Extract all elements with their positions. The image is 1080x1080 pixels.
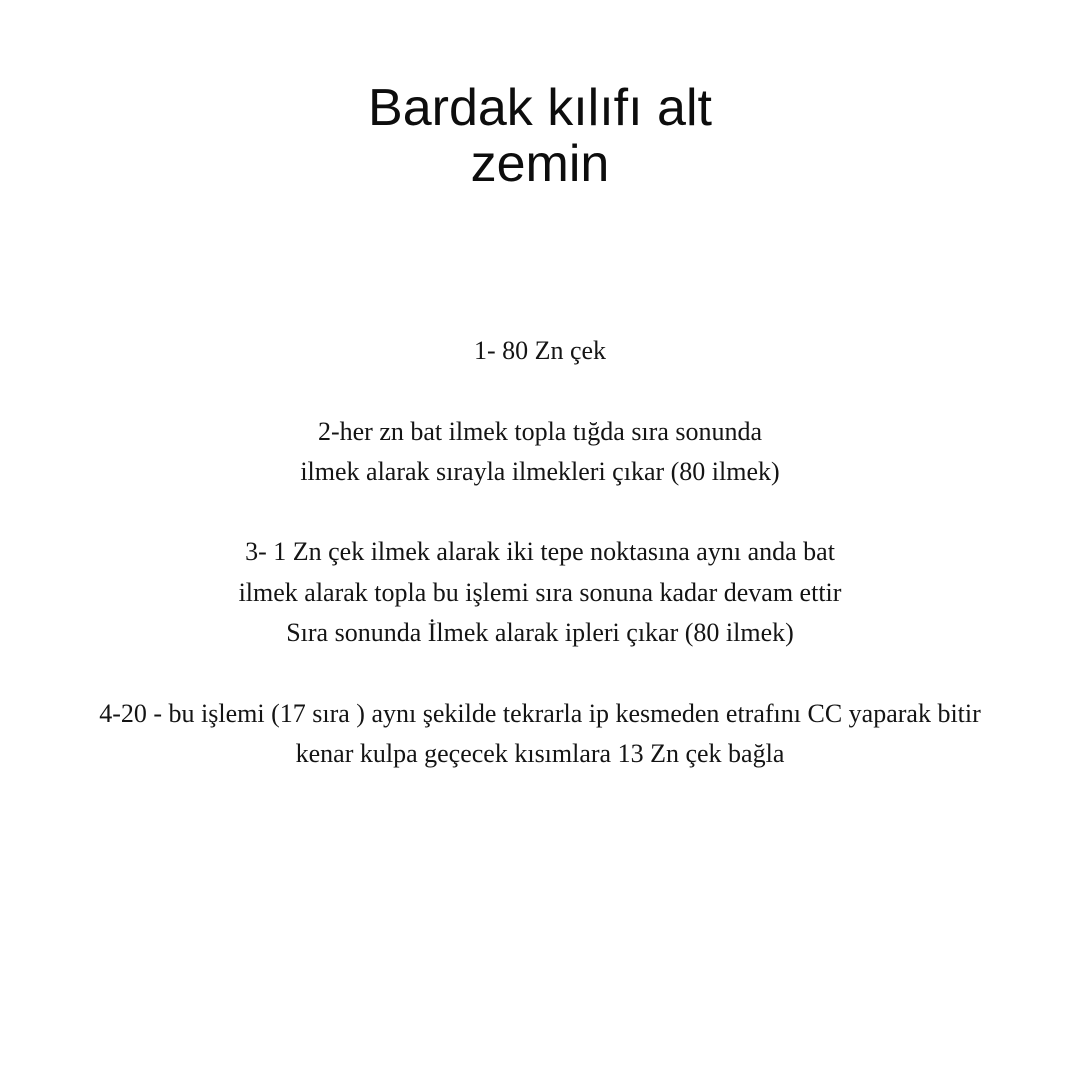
step-2 (0, 412, 1080, 493)
step-4 (0, 694, 1080, 775)
title-line-2: zemin (470, 135, 610, 193)
step-3-line-2: ilmek alarak topla bu işlemi sıra sonuna kadar devam ettir (238, 577, 842, 607)
page-title (0, 80, 1080, 192)
step-3-line-1: 3- 1 Zn çek ilmek alarak iki tepe noktasına aynı anda bat (245, 537, 835, 567)
step-3 (0, 532, 1080, 653)
step-1-line-1: 1- 80 Zn çek (473, 336, 607, 365)
step-2-line-2: ilmek alarak sırayla ilmekleri çıkar (80 ilmek) (300, 456, 780, 486)
step-1 (0, 331, 1080, 371)
step-4-line-1: 4-20 - bu işlemi (17 sıra ) aynı şekilde tekrarla ip kesmeden etrafını CC yaparak bitir (99, 698, 981, 728)
instructions (0, 331, 1080, 774)
title-line-1: Bardak kılıfı alt (368, 79, 712, 137)
step-2-line-1: 2-her zn bat ilmek topla tığda sıra sonunda (317, 416, 763, 446)
step-4-line-2: kenar kulpa geçecek kısımlara 13 Zn çek bağla (295, 738, 785, 768)
step-3-line-3: Sıra sonunda İlmek alarak ipleri çıkar (80 ilmek) (286, 618, 794, 648)
